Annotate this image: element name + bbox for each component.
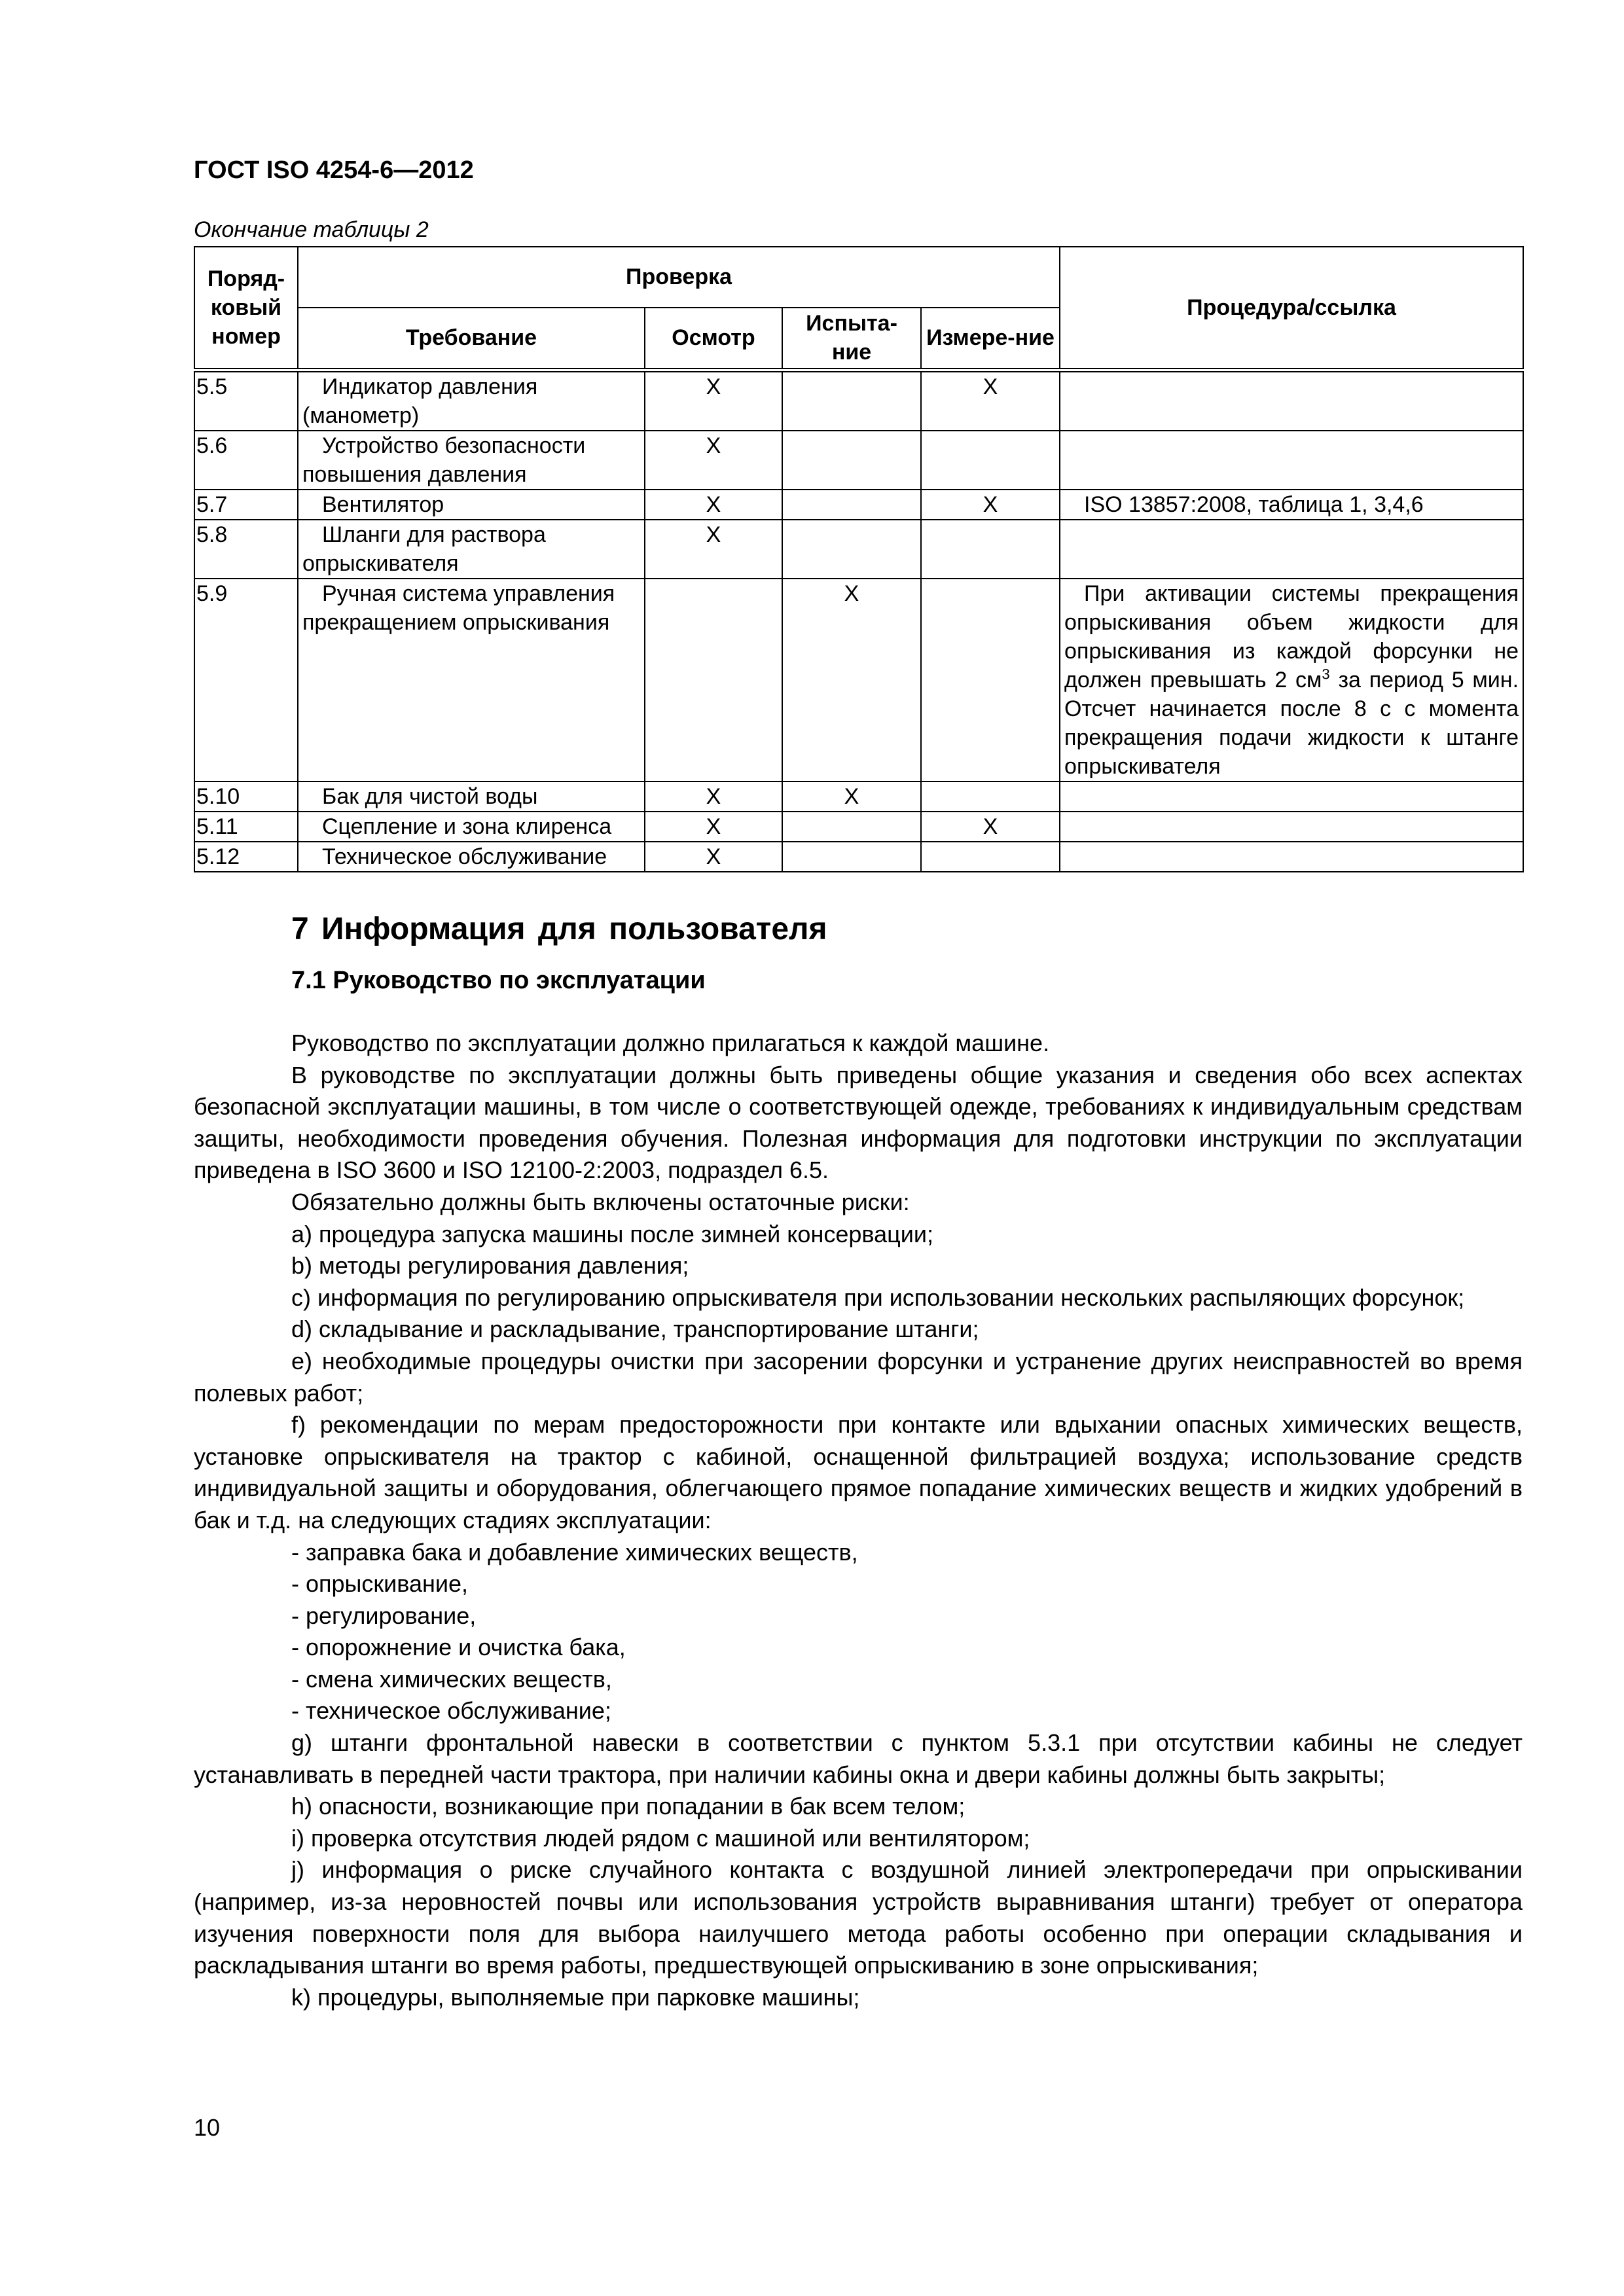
table-row — [194, 579, 1523, 781]
list-item: a) процедура запуска машины после зимней консервации; — [291, 1220, 933, 1247]
requirements-table — [194, 246, 1524, 872]
row-requirement: Техническое обслуживание — [298, 842, 645, 872]
sub-list-item: - заправка бака и добавление химических веществ, — [291, 1538, 858, 1566]
row-inspection-mark: X — [645, 431, 782, 490]
document-header: ГОСТ ISO 4254-6—2012 — [194, 156, 474, 184]
row-requirement: Бак для чистой воды — [298, 781, 645, 812]
sub-list-item: - регулирование, — [291, 1602, 477, 1629]
row-number: 5.12 — [194, 842, 298, 872]
row-measurement-mark: X — [921, 490, 1060, 520]
row-procedure — [1060, 431, 1523, 490]
row-inspection-mark: X — [645, 781, 782, 812]
table-row — [194, 490, 1523, 520]
row-procedure: ISO 13857:2008, таблица 1, 3,4,6 — [1060, 490, 1523, 520]
row-test-mark — [782, 842, 921, 872]
row-measurement-mark — [921, 520, 1060, 579]
list-item: c) информация по регулированию опрыскивателя при использовании нескольких распыляющих форсунок; — [291, 1283, 1465, 1311]
row-inspection-mark: X — [645, 812, 782, 842]
section-title: 7 Информация для пользователя — [291, 912, 827, 946]
list-item: f) рекомендации по мерам предосторожности при контакте или вдыхании опасных химических веществ, установке опрыскивателя на трактор с кабиной, оснащенной фильтрацией воздуха; использование средств индивидуальной защиты и оборудования, облегчающего прямое попадание химических веществ и жидких удобрений в бак и т.д. на следующих стадиях эксплуатации: — [194, 1411, 1523, 1534]
row-inspection-mark: X — [645, 370, 782, 431]
superscript-unit: 3 — [1322, 666, 1330, 683]
procedure-text-part2: за период 5 мин. Отсчет начинается после 8 с с момента прекращения подачи жидкости к штанге опрыскивателя — [1064, 668, 1519, 779]
row-requirement: Ручная система управления прекращением опрыскивания — [298, 579, 645, 781]
row-inspection-mark — [645, 579, 782, 781]
list-item: h) опасности, возникающие при попадании в бак всем телом; — [291, 1793, 965, 1820]
list-item: d) складывание и раскладывание, транспортирование штанги; — [291, 1316, 979, 1343]
list-item: b) методы регулирования давления; — [291, 1252, 689, 1280]
header-requirement: Требование — [298, 308, 645, 370]
header-inspection: Осмотр — [645, 308, 782, 370]
row-measurement-mark — [921, 842, 1060, 872]
row-measurement-mark — [921, 781, 1060, 812]
list-item: j) информация о риске случайного контакта с воздушной линией электропередачи при опрыскивании (например, из-за неровностей почвы или использования устройств выравнивания штанги) требует от оператора изучения поверхности поля для выбора наилучшего метода работы особенно при операции складывания и раскладывания штанги во время работы, предшествующей опрыскиванию в зоне опрыскивания; — [194, 1856, 1523, 1979]
paragraph: Обязательно должны быть включены остаточные риски: — [291, 1188, 910, 1215]
paragraph: В руководстве по эксплуатации должны быть приведены общие указания и сведения обо всех аспектах безопасной эксплуатации машины, в том числе о соответствующей одежде, требованиях к индивидуальным средствам защиты, необходимости проведения обучения. Полезная информация для подготовки инструкции по эксплуатации приведена в ISO 3600 и ISO 12100-2:2003, подраздел 6.5. — [194, 1061, 1523, 1184]
row-test-mark: X — [782, 579, 921, 781]
row-number: 5.6 — [194, 431, 298, 490]
header-procedure: Процедура/ссылка — [1060, 247, 1523, 370]
sub-list-item: - опорожнение и очистка бака, — [291, 1634, 626, 1661]
row-number: 5.7 — [194, 490, 298, 520]
sub-list-item: - опрыскивание, — [291, 1570, 469, 1598]
table-row — [194, 812, 1523, 842]
table-row — [194, 781, 1523, 812]
list-item: e) необходимые процедуры очистки при засорении форсунки и устранение других неисправностей во время полевых работ; — [194, 1347, 1523, 1407]
table-row — [194, 842, 1523, 872]
page-number: 10 — [194, 2114, 221, 2141]
header-test: Испыта-ние — [782, 308, 921, 370]
row-test-mark: X — [782, 781, 921, 812]
row-inspection-mark: X — [645, 520, 782, 579]
row-procedure — [1060, 370, 1523, 431]
row-number: 5.10 — [194, 781, 298, 812]
row-test-mark — [782, 812, 921, 842]
sub-list-item: - техническое обслуживание; — [291, 1697, 611, 1725]
paragraph: Руководство по эксплуатации должно прилагаться к каждой машине. — [291, 1030, 1050, 1056]
list-item: g) штанги фронтальной навески в соответствии с пунктом 5.3.1 при отсутствии кабины не следует устанавливать в передней части трактора, при наличии кабины окна и двери кабины должны быть закрыты; — [194, 1729, 1523, 1788]
row-test-mark — [782, 370, 921, 431]
row-requirement: Индикатор давления (манометр) — [298, 370, 645, 431]
row-test-mark — [782, 520, 921, 579]
row-procedure — [1060, 520, 1523, 579]
procedure-text-part1: При активации системы прекращения опрыскивания объем жидкости для опрыскивания из каждой форсунки не должен превышать 2 см — [1064, 581, 1519, 692]
row-procedure — [1060, 812, 1523, 842]
row-measurement-mark: X — [921, 812, 1060, 842]
row-measurement-mark — [921, 431, 1060, 490]
row-requirement: Сцепление и зона клиренса — [298, 812, 645, 842]
row-test-mark — [782, 490, 921, 520]
row-requirement: Вентилятор — [298, 490, 645, 520]
row-requirement: Устройство безопасности повышения давления — [298, 431, 645, 490]
row-number: 5.11 — [194, 812, 298, 842]
row-inspection-mark: X — [645, 490, 782, 520]
row-number: 5.5 — [194, 370, 298, 431]
list-item: i) проверка отсутствия людей рядом с машиной или вентилятором; — [291, 1824, 1030, 1852]
body-text — [194, 1028, 1523, 2013]
row-test-mark — [782, 431, 921, 490]
header-measurement: Измере-ние — [921, 308, 1060, 370]
header-number: Поряд-ковый номер — [194, 247, 298, 370]
row-inspection-mark: X — [645, 842, 782, 872]
row-number: 5.8 — [194, 520, 298, 579]
table-row — [194, 520, 1523, 579]
row-requirement: Шланги для раствора опрыскивателя — [298, 520, 645, 579]
row-number: 5.9 — [194, 579, 298, 781]
table-row — [194, 370, 1523, 431]
subsection-title: 7.1 Руководство по эксплуатации — [291, 967, 706, 994]
list-item: k) процедуры, выполняемые при парковке машины; — [291, 1983, 860, 2011]
row-procedure — [1060, 579, 1523, 781]
row-measurement-mark — [921, 579, 1060, 781]
table-row — [194, 431, 1523, 490]
header-check-group: Проверка — [298, 247, 1060, 308]
sub-list-item: - смена химических веществ, — [291, 1665, 612, 1693]
table-caption: Окончание таблицы 2 — [194, 217, 429, 242]
row-procedure — [1060, 842, 1523, 872]
row-procedure — [1060, 781, 1523, 812]
row-measurement-mark: X — [921, 370, 1060, 431]
